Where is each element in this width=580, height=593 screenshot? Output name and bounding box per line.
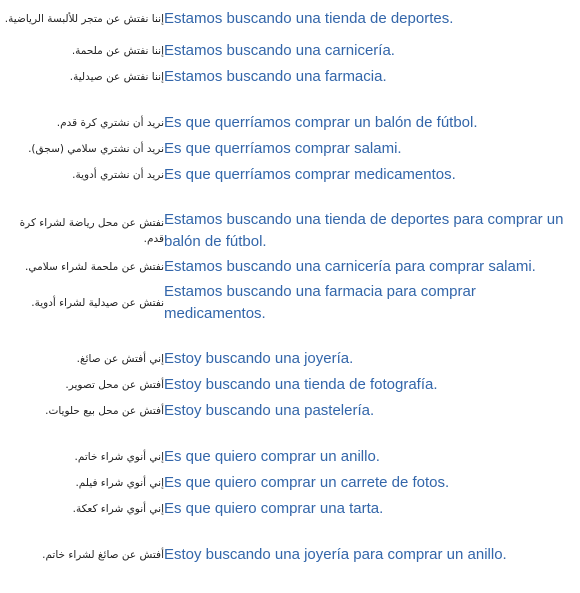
arabic-text: نريد أن نشتري كرة قدم. (56, 117, 164, 129)
spanish-text: Estamos buscando una tienda de deportes. (164, 10, 454, 27)
phrase-row (0, 162, 580, 188)
phrase-row (0, 470, 580, 496)
phrase-row (0, 208, 580, 254)
arabic-text: أفتش عن محل تصوير. (65, 379, 164, 391)
spanish-text: Estamos buscando una carnicería para comprar salami. (164, 258, 536, 275)
phrase-row (0, 372, 580, 398)
group-spacer (0, 90, 580, 110)
spanish-text: Estoy buscando una pastelería. (164, 402, 375, 419)
spanish-text: Estamos buscando una carnicería. (164, 42, 395, 59)
phrase-row (0, 110, 580, 136)
arabic-text: نفتش عن ملحمة لشراء سلامي. (25, 261, 164, 273)
arabic-text: إني أنوي شراء خاتم. (74, 451, 164, 463)
spanish-text: Es que querríamos comprar medicamentos. (164, 166, 456, 183)
arabic-text: إننا نفتش عن صيدلية. (69, 71, 164, 83)
phrase-row (0, 38, 580, 64)
arabic-text: إني أنوي شراء فيلم. (75, 477, 164, 489)
arabic-text: أفتش عن محل بيع حلويات. (45, 405, 164, 417)
spanish-text: Es que quiero comprar un carrete de fotos. (164, 474, 450, 491)
arabic-text: نريد أن نشتري أدوية. (72, 169, 164, 181)
spanish-text: Estamos buscando una tienda de deportes para comprar un balón de fútbol. (164, 211, 564, 250)
arabic-text: نفتش عن محل رياضة لشراء كرة قدم. (19, 217, 164, 245)
phrase-row (0, 64, 580, 90)
spanish-text: Estamos buscando una farmacia para comprar medicamentos. (164, 283, 476, 322)
group-spacer (0, 424, 580, 444)
spanish-text: Es que querríamos comprar salami. (164, 140, 402, 157)
phrase-row (0, 346, 580, 372)
phrase-row (0, 542, 580, 568)
group-spacer (0, 522, 580, 542)
spanish-text: Estoy buscando una tienda de fotografía. (164, 376, 438, 393)
phrase-row (0, 136, 580, 162)
spanish-text: Es que quiero comprar una tarta. (164, 500, 384, 517)
spanish-text: Estamos buscando una farmacia. (164, 68, 387, 85)
arabic-text: إننا نفتش عن متجر للألبسة الرياضية. (4, 13, 164, 25)
spanish-text: Estoy buscando una joyería para comprar un anillo. (164, 546, 507, 563)
arabic-text: أفتش عن صائغ لشراء خاتم. (42, 549, 164, 561)
arabic-text: نفتش عن صيدلية لشراء أدوية. (31, 297, 164, 309)
arabic-text: نريد أن نشتري سلامي (سجق). (28, 143, 164, 155)
arabic-text: إننا نفتش عن ملحمة. (71, 45, 164, 57)
phrase-row (0, 280, 580, 326)
arabic-text: إني أنوي شراء كعكة. (72, 503, 164, 515)
group-spacer (0, 188, 580, 208)
phrase-row (0, 398, 580, 424)
spanish-text: Es que quiero comprar un anillo. (164, 448, 380, 465)
phrase-row (0, 254, 580, 280)
group-spacer (0, 326, 580, 346)
arabic-text: إني أفتش عن صائغ. (76, 353, 164, 365)
phrase-row (0, 444, 580, 470)
spanish-text: Estoy buscando una joyería. (164, 350, 354, 367)
phrase-row (0, 0, 580, 38)
spanish-text: Es que querríamos comprar un balón de fútbol. (164, 114, 478, 131)
phrase-row (0, 496, 580, 522)
